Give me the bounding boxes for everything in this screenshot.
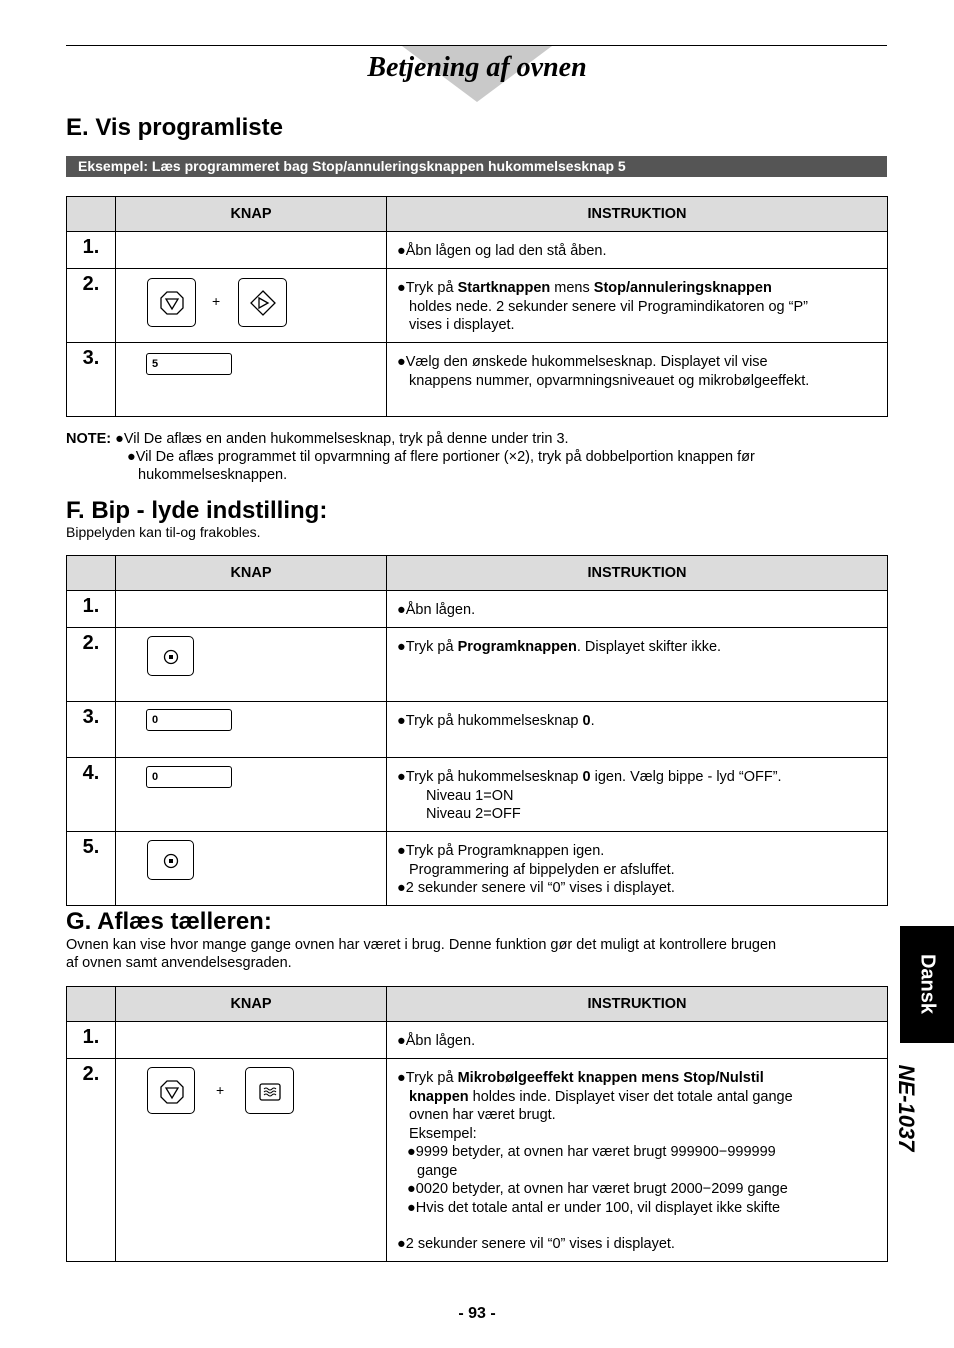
stop-reset-button[interactable] xyxy=(147,278,196,327)
instruction-text: . Displayet skifter ikke. xyxy=(576,639,722,655)
table-e xyxy=(66,196,888,417)
instruction-text: holdes nede. 2 sekunder senere vil Programindikatoren og “P” xyxy=(409,298,808,315)
subtitle-line: af ovnen samt anvendelsesgraden. xyxy=(66,955,292,971)
col-instruktion: INSTRUKTION xyxy=(387,987,888,1022)
instruction-text: ●Tryk på xyxy=(397,1070,458,1086)
microwave-waves-icon xyxy=(257,1079,283,1105)
instruction-text: ●Tryk på hukommelsesknap xyxy=(397,713,583,729)
table-row xyxy=(67,1059,888,1262)
plus-sign: + xyxy=(216,1082,225,1098)
instruction-text: ovnen har været brugt. xyxy=(409,1107,556,1123)
table-row xyxy=(67,758,888,832)
step-number: 5. xyxy=(67,832,116,906)
instruction-text: Eksempel: xyxy=(409,1125,477,1142)
memory-key-0[interactable]: 0 xyxy=(146,766,232,788)
table-row xyxy=(67,343,888,417)
instruction-text: ●Tryk på Programknappen igen. xyxy=(397,843,605,859)
instruction-text: Programmering af bippelyden er afsluffet. xyxy=(409,861,675,878)
instruction-bold: 0 xyxy=(582,713,591,729)
col-instruktion: INSTRUKTION xyxy=(387,197,888,232)
table-row xyxy=(67,832,888,906)
instruction-bold: Stop/annuleringsknappen xyxy=(593,280,772,296)
table-header xyxy=(67,987,888,1022)
step-number: 4. xyxy=(67,758,116,832)
instruction-bold: 0 xyxy=(582,769,591,785)
instruction-text: Niveau 2=OFF xyxy=(426,806,521,822)
section-e-heading: E. Vis programliste xyxy=(66,114,283,141)
program-button[interactable] xyxy=(147,636,194,676)
step-number: 1. xyxy=(67,591,116,628)
note xyxy=(66,430,755,484)
stop-octagon-icon xyxy=(159,1079,185,1105)
instruction-text: ●Vælg den ønskede hukommelsesknap. Displayet vil vise xyxy=(397,354,768,370)
start-diamond-icon xyxy=(250,290,276,316)
step-number: 2. xyxy=(67,269,116,343)
instruction-text: ●Åbn lågen. xyxy=(397,602,476,618)
table-header xyxy=(67,556,888,591)
instruction-text: ●Tryk på xyxy=(397,280,458,296)
section-g-heading: G. Aflæs tælleren: xyxy=(66,908,272,935)
table-g xyxy=(66,986,888,1262)
stop-octagon-icon xyxy=(159,290,185,316)
subtitle-line: Ovnen kan vise hvor mange gange ovnen har været i brug. Denne funktion gør det muligt at kontrollere brugen xyxy=(66,937,777,953)
memory-key-5[interactable]: 5 xyxy=(146,353,232,375)
table-header xyxy=(67,197,888,232)
model-number: NE-1037 xyxy=(894,1064,919,1152)
page-title: Betjening af ovnen xyxy=(367,52,587,83)
step-number: 2. xyxy=(67,628,116,702)
instruction-text: gange xyxy=(417,1162,458,1179)
step-number: 1. xyxy=(67,232,116,269)
instruction-text: ●Tryk på hukommelsesknap xyxy=(397,769,583,785)
col-knap: KNAP xyxy=(116,987,387,1022)
section-f-subtitle: Bippelyden kan til-og frakobles. xyxy=(66,524,261,540)
table-row xyxy=(67,269,888,343)
instruction-bold: knappen xyxy=(409,1088,469,1105)
col-instruktion: INSTRUKTION xyxy=(387,556,888,591)
table-row xyxy=(67,702,888,758)
microwave-power-button[interactable] xyxy=(245,1067,294,1114)
stop-reset-button[interactable] xyxy=(147,1067,195,1114)
step-number: 3. xyxy=(67,702,116,758)
memory-key-0[interactable]: 0 xyxy=(146,709,232,731)
program-icon xyxy=(159,648,183,666)
instruction-bold: Startknappen xyxy=(457,280,551,296)
instruction-text: holdes inde. Displayet viser det totale antal gange xyxy=(468,1088,793,1105)
note-label: NOTE: xyxy=(66,431,112,447)
table-row xyxy=(67,591,888,628)
language-tab xyxy=(900,926,954,1043)
instruction-bold: Programknappen xyxy=(457,639,577,655)
start-button[interactable] xyxy=(238,278,287,327)
program-button[interactable] xyxy=(147,840,194,880)
section-f-heading: F. Bip - lyde indstilling: xyxy=(66,497,328,524)
table-f xyxy=(66,555,888,906)
table-row xyxy=(67,1022,888,1059)
instruction-bold: Mikrobølgeeffekt knappen mens Stop/Nulstil xyxy=(457,1070,764,1086)
instruction-text: ●Åbn lågen og lad den stå åben. xyxy=(397,243,607,259)
step-number: 2. xyxy=(67,1059,116,1262)
instruction-text: ●2 sekunder senere vil “0” vises i displayet. xyxy=(397,880,675,896)
instruction-text: igen. Vælg bippe - lyd “OFF”. xyxy=(590,769,782,785)
instruction-text: ●2 sekunder senere vil “0” vises i displayet. xyxy=(397,1236,675,1252)
language-label: Dansk xyxy=(916,953,939,1015)
example-banner: Eksempel: Læs programmeret bag Stop/annuleringsknappen hukommelsesknap 5 xyxy=(66,156,887,177)
table-row xyxy=(67,628,888,702)
table-row xyxy=(67,232,888,269)
col-knap: KNAP xyxy=(116,197,387,232)
section-g-subtitle xyxy=(66,936,776,972)
plus-sign: + xyxy=(212,293,221,309)
step-number: 1. xyxy=(67,1022,116,1059)
note-line: ●Vil De aflæs programmet til opvarmning af flere portioner (×2), tryk på dobbelportion knappen før xyxy=(127,449,755,465)
instruction-text: mens xyxy=(550,280,594,296)
instruction-text: ●0020 betyder, at ovnen har været brugt 2000−2099 gange xyxy=(407,1181,788,1197)
note-line: hukommelsesknappen. xyxy=(138,467,288,483)
page-number: - 93 - xyxy=(458,1305,496,1322)
instruction-text: ●Tryk på xyxy=(397,639,458,655)
instruction-text: . xyxy=(590,713,595,729)
note-line: ●Vil De aflæs en anden hukommelsesknap, tryk på denne under trin 3. xyxy=(115,431,569,447)
col-knap: KNAP xyxy=(116,556,387,591)
instruction-text: knappens nummer, opvarmningsniveauet og mikrobølgeeffekt. xyxy=(409,372,810,389)
instruction-text: ●9999 betyder, at ovnen har været brugt 999900−999999 xyxy=(407,1144,776,1160)
instruction-text: vises i displayet. xyxy=(409,317,515,333)
instruction-text: Niveau 1=ON xyxy=(426,787,514,804)
step-number: 3. xyxy=(67,343,116,417)
program-icon xyxy=(159,852,183,870)
instruction-text: ●Åbn lågen. xyxy=(397,1033,476,1049)
instruction-text: ●Hvis det totale antal er under 100, vil displayet ikke skifte xyxy=(407,1199,781,1216)
